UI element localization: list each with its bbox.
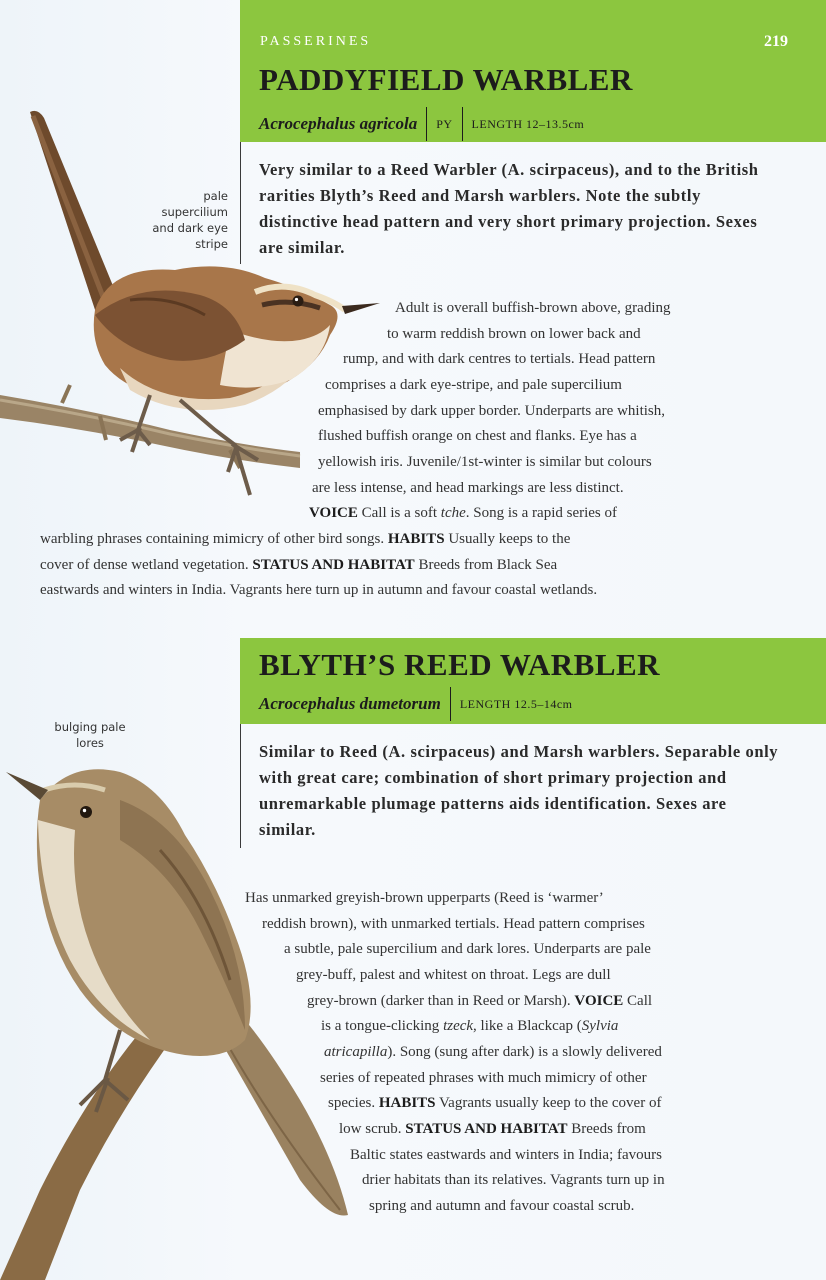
- scientific-name: Acrocephalus dumetorum: [259, 694, 441, 713]
- species-description: Adult is overall buffish-brown above, grading to warm reddish brown on lower back and rump, and with dark centres to tertials. Head pattern comprises a dark eye-stripe, and pale supercilium emphasised by dark upper border. Underparts are whitish, flushed buffish orange on chest and flanks. Eye has a yellowish iris. Juvenile/1st-winter is similar but colours are less intense, and head markings are less distinct. VOICE Call is a soft tche. Song is a rapid series of warbling phrases containing mimicry of other bird songs. HABITS Usually keeps to the cover of dense wetland vegetation. STATUS AND HABITAT Breeds from Black Sea eastwards and winters in India. Vagrants here turn up in autumn and favour coastal wetlands.: [40, 300, 671, 598]
- species-intro: Similar to Reed (A. scirpaceus) and Marsh warblers. Separable only with great care; combination of short primary projection and unremarkable plumage patterns aids identification. Sexes are similar.: [259, 742, 779, 839]
- species-subtitle-row: [259, 688, 573, 720]
- photo-annotation: bulging pale lores: [54, 720, 126, 750]
- status-label: STATUS AND HABITAT: [252, 557, 415, 573]
- species-title: BLYTH’S REED WARBLER: [259, 647, 661, 682]
- divider: [426, 107, 427, 141]
- voice-label: VOICE: [309, 505, 358, 521]
- length-info: LENGTH 12–13.5cm: [471, 116, 585, 131]
- habits-label: HABITS: [387, 531, 445, 547]
- photo-annotation: pale supercilium and dark eye stripe: [152, 189, 228, 251]
- page-number: 219: [764, 33, 788, 50]
- habits-label: HABITS: [378, 1095, 436, 1111]
- species-intro: Very similar to a Reed Warbler (A. scirpaceus), and to the British rarities Blyth’s Reed and Marsh warblers. Note the subtly distinctive head pattern and very short primary projection. Sexes are similar.: [259, 160, 759, 257]
- status-label: STATUS AND HABITAT: [405, 1121, 568, 1137]
- length-info: LENGTH 12.5–14cm: [459, 696, 573, 711]
- scientific-name: Acrocephalus agricola: [259, 114, 418, 133]
- divider: [450, 687, 451, 721]
- voice-label: VOICE: [574, 993, 624, 1009]
- section-label: PASSERINES: [260, 34, 372, 49]
- divider: [462, 107, 463, 141]
- species-title: PADDYFIELD WARBLER: [259, 62, 633, 97]
- species-description: Has unmarked greyish-brown upperparts (Reed is ‘warmer’ reddish brown), with unmarked tertials. Head pattern comprises a subtle, pale supercilium and dark lores. Underparts are pale grey-buff, palest and whitest on throat. Legs are dull grey-brown (darker than in Reed or Marsh). VOICE Call is a tongue-clicking tzeck, like a Blackcap (Sylvia atricapilla). Song (sung after dark) is a slowly delivered series of repeated phrases with much mimicry of other species. HABITS Vagrants usually keep to the cover of low scrub. STATUS AND HABITAT Breeds from Baltic states eastwards and winters in India; favours drier habitats than its relatives. Vagrants turn up in spring and autumn and favour coastal scrub.: [245, 890, 665, 1214]
- species-code: PY: [436, 116, 453, 131]
